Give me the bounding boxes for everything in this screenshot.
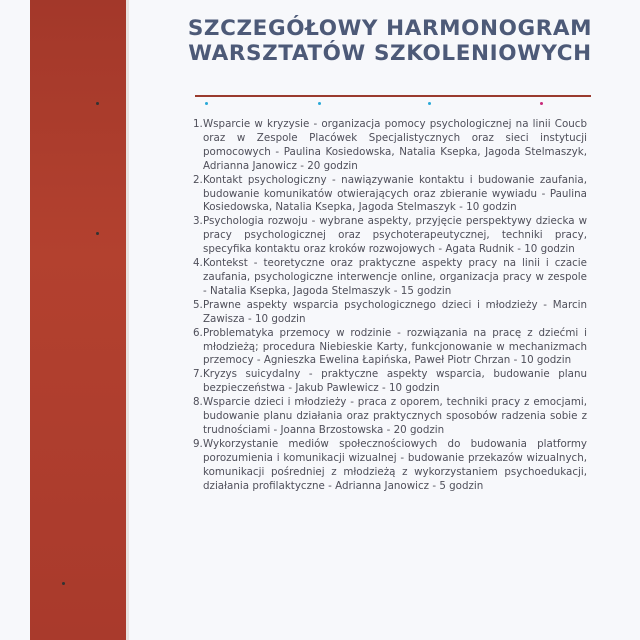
- item-text: Wsparcie w kryzysie - organizacja pomocy psychologicznej na linii Coucb oraz w Zespole Placówek Specjalistycznych oraz sieci instytucji pomocowych - Paulina Kosiedowska, Natalia Ksepka, Jagoda Stelmaszyk, Adrianna Janowicz - 20 godzin: [203, 118, 587, 172]
- title-line-1: SZCZEGÓŁOWY HARMONOGRAM: [187, 16, 593, 41]
- item-text: Kontekst - teoretyczne oraz praktyczne aspekty pracy na linii i czacie zaufania, psychologiczne interwencje online, organizacja pracy w zespole - Natalia Ksepka, Jagoda Stelmaszyk - 15 godzin: [203, 257, 587, 297]
- decorative-dot: [96, 232, 99, 235]
- item-text: Wykorzystanie mediów społecznościowych do budowania platformy porozumienia i komunikacji wizualnej - budowanie przekazów wizualnych, komunikacji pośredniej z młodzieżą z wykorzystaniem psychoedukacji, działania profilaktyczne - Adrianna Janowicz - 5 godzin: [203, 437, 587, 492]
- item-number: 8.: [193, 396, 203, 409]
- item-number: 3.: [193, 215, 203, 228]
- item-number: 1.: [193, 118, 203, 130]
- list-item: [195, 174, 587, 216]
- decorative-dot: [205, 102, 208, 105]
- list-item: [195, 438, 587, 494]
- item-number: 2.: [193, 173, 203, 186]
- item-text: Prawne aspekty wsparcia psychologicznego dzieci i młodzieży - Marcin Zawisza - 10 godzin: [203, 298, 587, 325]
- band-edge: [126, 0, 129, 640]
- item-number: 6.: [193, 326, 203, 339]
- item-number: 4.: [193, 257, 203, 270]
- title-line-2: WARSZTATÓW SZKOLENIOWYCH: [188, 41, 592, 66]
- list-item: [195, 257, 587, 299]
- item-text: Problematyka przemocy w rodzinie - rozwiązania na pracę z dziećmi i młodzieżą; procedura Niebieskie Karty, funkcjonowanie w mechanizmach przemocy - Agnieszka Ewelina Łapińska, Paweł Piotr Chrzan - 10 godzin: [203, 326, 587, 367]
- item-text: Wsparcie dzieci i młodzieży - praca z oporem, techniki pracy z emocjami, budowanie planu działania oraz praktycznych sposobów radzenia sobie z trudnościami - Joanna Brzostowska - 20 godzin: [203, 396, 587, 436]
- decorative-dot: [428, 102, 431, 105]
- list-item: [195, 215, 587, 257]
- decorative-dot: [96, 102, 99, 105]
- list-item: [195, 118, 587, 174]
- list-item: [195, 327, 587, 369]
- decorative-red-band: [30, 0, 128, 640]
- list-item: [195, 299, 587, 327]
- item-number: 7.: [193, 368, 203, 381]
- page-title: [150, 16, 630, 66]
- decorative-dot: [318, 102, 321, 105]
- title-divider: [195, 95, 591, 97]
- list-item: [195, 368, 587, 396]
- list-item: [195, 396, 587, 438]
- item-text: Kryzys suicydalny - praktyczne aspekty wsparcia, budowanie planu bezpieczeństwa - Jakub Pawlewicz - 10 godzin: [203, 368, 587, 395]
- workshop-list: [195, 118, 587, 493]
- decorative-dot: [62, 582, 65, 585]
- decorative-dot: [540, 102, 543, 105]
- item-text: Kontakt psychologiczny - nawiązywanie kontaktu i budowanie zaufania, budowanie komunikatów otwierających oraz zbieranie wywiadu - Paulina Kosiedowska, Natalia Ksepka, Jagoda Stelmaszyk - 10 godzin: [203, 173, 587, 214]
- item-text: Psychologia rozwoju - wybrane aspekty, przyjęcie perspektywy dziecka w pracy psychologicznej oraz psychoterapeutycznej, techniki pracy, specyfika kontaktu oraz kroków rozwojowych - Agata Rudnik - 10 godzin: [203, 215, 587, 256]
- item-number: 5.: [193, 298, 203, 311]
- item-number: 9.: [193, 437, 203, 450]
